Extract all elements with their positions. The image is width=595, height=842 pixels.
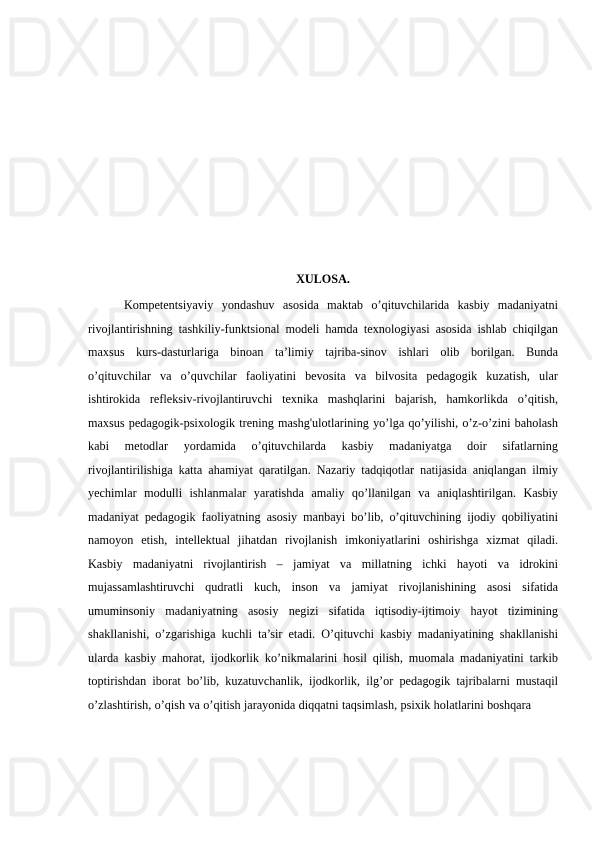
body-paragraph: Kompetentsiyaviy yondashuv asosida maktab o’qituvchilarida kasbiy madaniyatni rivojlantirishning tashkiliy-funktsional modeli hamda texnologiyasi asosida ishlab chiqilgan maxsus kurs-dasturlariga binoan ta’limiy tajriba-sinov ishlari olib borilgan. Bunda o’qituvchilar va o’quvchilar faoliyatini bevosita va bilvosita pedagogik kuzatish, ular ishtirokida refleksiv-rivojlantiruvchi texnika mashqlarini bajarish, hamkorlikda o’qitish, maxsus pedagogik-psixologik trening mashg'ulotlarining yo’lga qo’yilishi, o’z-o’zini baholash kabi metodlar yordamida o’qituvchilarda kasbiy madaniyatga doir sifatlarning rivojlantirilishiga katta ahamiyat qaratilgan. Nazariy tadqiqotlar natijasida aniqlangan ilmiy yechimlar modulli ishlanmalar yaratishda amaliy qo’llanilgan va aniqlashtirilgan. Kasbiy madaniyat pedagogik faoliyatning asosiy manbayi bo’lib, o’qituvchining ijodiy qobiliyatini namoyon etish, intellektual jihatdan rivojlanish imkoniyatlarini oshirishga xizmat qiladi. Kasbiy madaniyatni rivojlantirish – jamiyat va millatning ichki hayoti va idrokini mujassamlashtiruvchi qudratli kuch, inson va jamiyat rivojlanishining asosi sifatida umuminsoniy madaniyatning asosiy negizi sifatida iqtisodiy-ijtimoiy hayot tizimining shakllanishi, o’zgarishiga kuchli ta’sir etadi. O’qituvchi kasbiy madaniyatining shakllanishi ularda kasbiy mahorat, ijodkorlik ko’nikmalarini hosil qilish, muomala madaniyatini tarkib toptirishdan iborat bo’lib, kuzatuvchanlik, ijodkorlik, ilg’or pedagogik tajribalarni mustaqil o’zlashtirish, o’qish va o’qitish jarayonida diqqatni taqsimlash, psixik holatlarini boshqara: [88, 298, 558, 712]
section-heading: XULOSA.: [296, 272, 350, 286]
